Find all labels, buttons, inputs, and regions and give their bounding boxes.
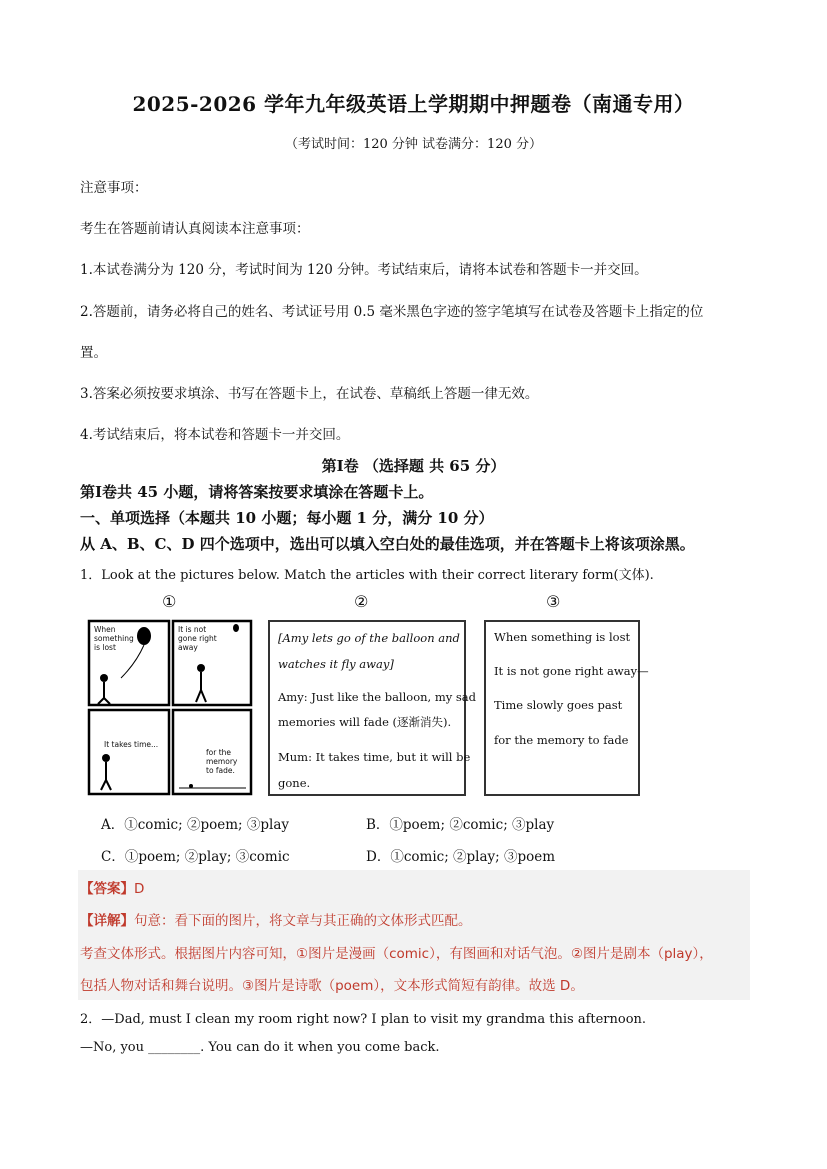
comic-text-2: It is not gone right away (178, 625, 217, 652)
poem-line-3: Time slowly goes past (494, 698, 623, 712)
page-title: 2025-2026 学年九年级英语上学期期中押题卷（南通专用） (132, 92, 695, 116)
label-2: ② (354, 592, 369, 611)
answer-line (80, 877, 144, 897)
option-d[interactable]: D．①comic; ②play; ③poem (366, 849, 556, 865)
option-a[interactable]: A．①comic; ②poem; ③play (101, 817, 289, 833)
play-box (268, 620, 466, 796)
section-title: 一、单项选择（本题共 10 小题；每小题 1 分，满分 10 分） (80, 509, 494, 527)
detail-text-1: 句意：看下面的图片，将文章与其正确的文体形式匹配。 (134, 913, 472, 929)
notes-heading: 注意事项： (80, 180, 148, 196)
part-title: 第Ⅰ卷 （选择题 共 65 分） (321, 457, 506, 475)
poem-line-1: When something is lost (494, 630, 631, 644)
notes-intro: 考生在答题前请认真阅读本注意事项： (80, 221, 310, 237)
play-line-2: watches it fly away] (278, 657, 394, 671)
notes-item-2-cont: 置。 (80, 345, 107, 361)
question-2-line-2: —No, you ________. You can do it when you come back. (80, 1040, 440, 1055)
notes-item-3: 3.答案必须按要求填涂、书写在答题卡上，在试卷、草稿纸上答题一律无效。 (80, 386, 539, 402)
detail-text-3: 包括人物对话和舞台说明。③图片是诗歌（poem），文本形式简短有韵律。故选 D。 (80, 978, 584, 994)
answer-tag: 【答案】 (80, 881, 134, 897)
play-line-5: Mum: It takes time, but it will be (278, 750, 471, 764)
part-note: 第Ⅰ卷共 45 小题，请将答案按要求填涂在答题卡上。 (80, 483, 434, 501)
poem-line-4: for the memory to fade (494, 733, 629, 747)
poem-line-2: It is not gone right away— (494, 664, 649, 678)
detail-tag: 【详解】 (80, 913, 134, 929)
option-b[interactable]: B．①poem; ②comic; ③play (366, 817, 555, 833)
question-2-line-1: 2．—Dad, must I clean my room right now? I plan to visit my grandma this afternoon. (80, 1012, 647, 1027)
comic-text-1: When something is lost (94, 625, 134, 652)
label-1: ① (162, 592, 177, 611)
notes-item-1: 1.本试卷满分为 120 分，考试时间为 120 分钟。考试结束后，请将本试卷和答题卡一并交回。 (80, 262, 648, 278)
answer-value: D (134, 881, 145, 897)
comic-text-3: It takes time... (104, 740, 159, 749)
exam-info: （考试时间：120 分钟 试卷满分：120 分） (284, 137, 543, 152)
question-1-stem: 1．Look at the pictures below. Match the articles with their correct literary form(文体). (80, 568, 654, 583)
play-line-6: gone. (278, 776, 311, 790)
comic-text-4: for the memory to fade. (206, 748, 238, 775)
notes-item-2: 2.答题前，请务必将自己的姓名、考试证号用 0.5 毫米黑色字迹的签字笔填写在试卷及答题卡上指定的位 (80, 304, 704, 320)
detail-line (80, 909, 472, 929)
notes-item-4: 4.考试结束后，将本试卷和答题卡一并交回。 (80, 427, 350, 443)
option-c[interactable]: C．①poem; ②play; ③comic (101, 849, 290, 865)
section-instruction: 从 A、B、C、D 四个选项中，选出可以填入空白处的最佳选项，并在答题卡上将该项涂黑。 (80, 535, 695, 553)
play-line-1: [Amy lets go of the balloon and (278, 631, 460, 645)
play-line-3: Amy: Just like the balloon, my sad (278, 690, 477, 704)
play-line-4: memories will fade (逐渐消失). (278, 715, 452, 729)
detail-text-2: 考查文体形式。根据图片内容可知，①图片是漫画（comic），有图画和对话气泡。②图片是剧本（play）， (80, 946, 713, 962)
label-3: ③ (546, 592, 561, 611)
